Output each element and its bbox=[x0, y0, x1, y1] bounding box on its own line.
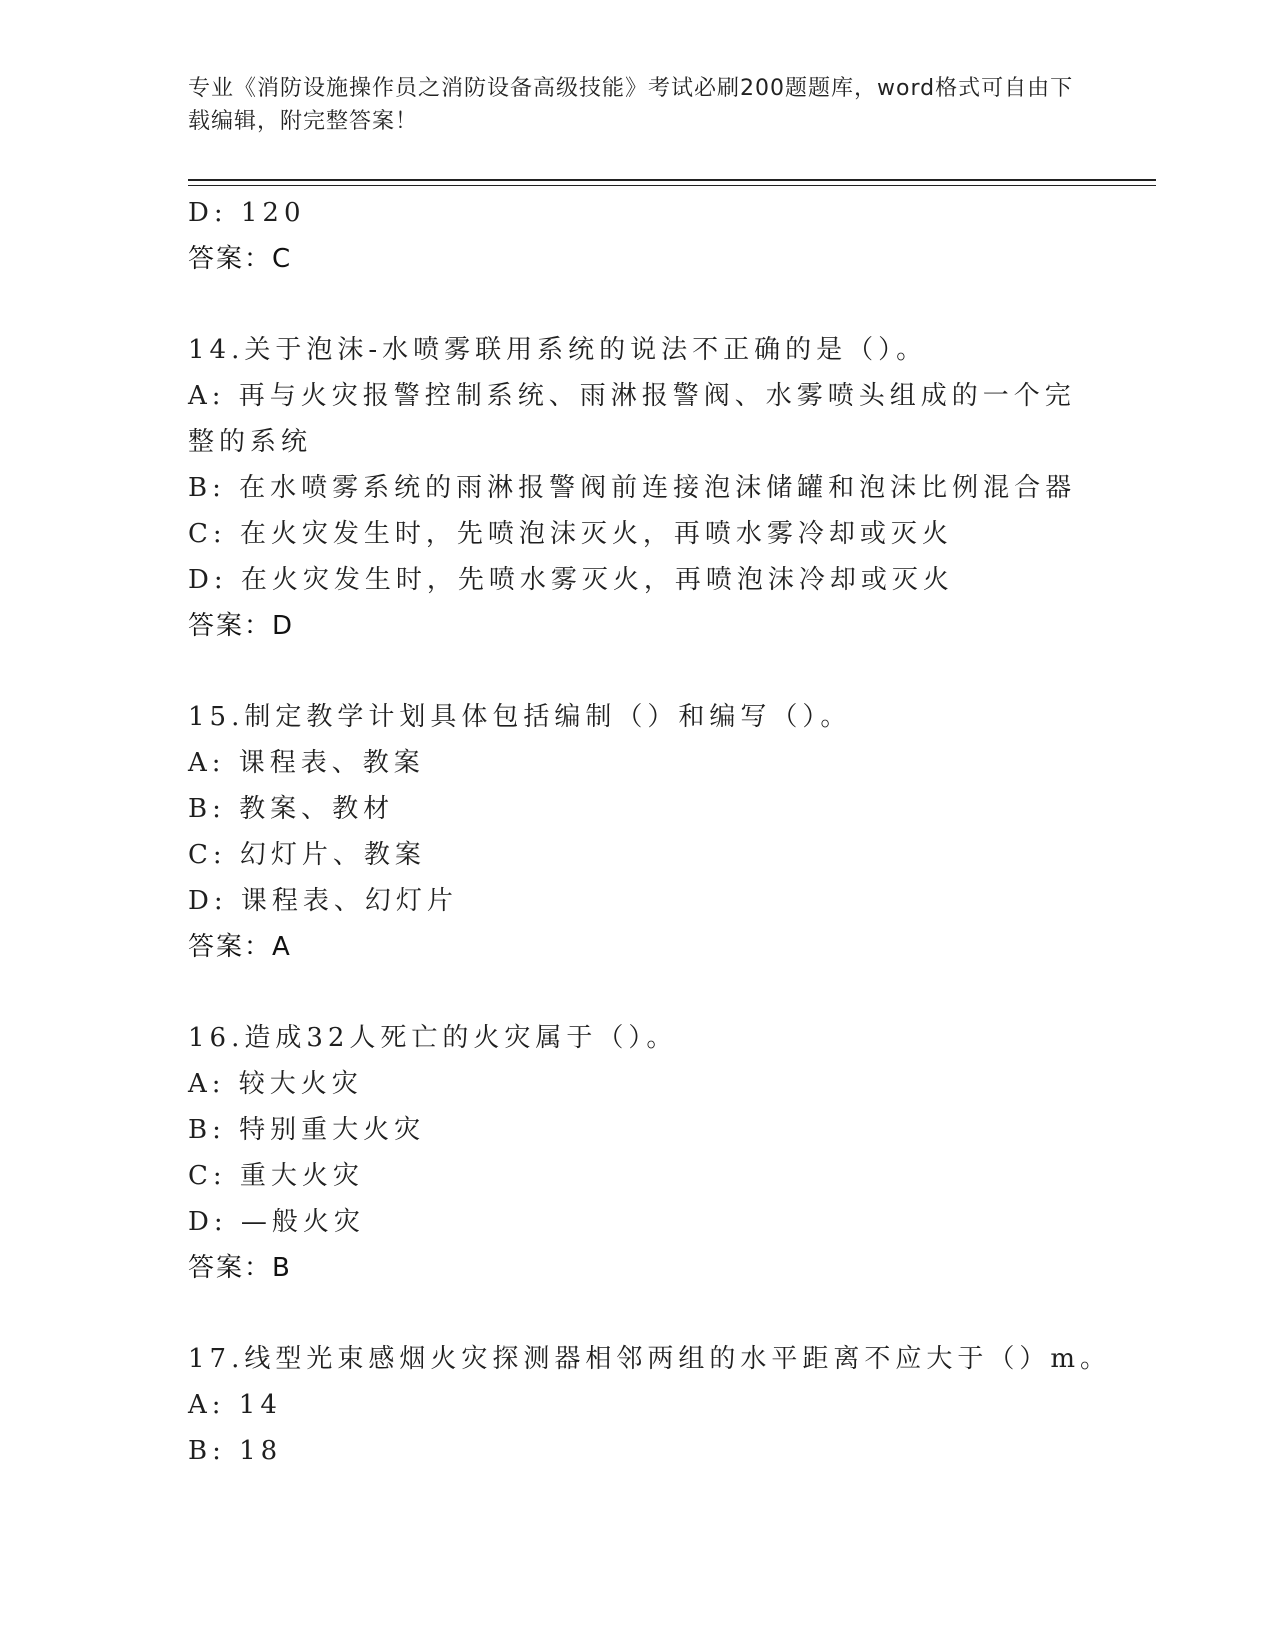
question-stem: 14.关于泡沫-水喷雾联用系统的说法不正确的是（）。 bbox=[188, 335, 928, 365]
option-c: C: 幻灯片、教案 bbox=[188, 840, 426, 870]
spacer bbox=[188, 1291, 1088, 1336]
question-stem: 15.制定教学计划具体包括编制（）和编写（）。 bbox=[188, 702, 852, 732]
option-a: A: 较大火灾 bbox=[188, 1069, 363, 1099]
question-16 bbox=[188, 1015, 1088, 1291]
answer-label: 答案：B bbox=[188, 1253, 292, 1283]
option-b: B: 特别重大火灾 bbox=[188, 1115, 426, 1145]
question-list bbox=[188, 190, 1112, 1474]
question-stem: 16.造成32人死亡的火灾属于（）。 bbox=[188, 1023, 678, 1053]
spacer bbox=[188, 970, 1088, 1015]
question-stem: 17.线型光束感烟火灾探测器相邻两组的水平距离不应大于（）m。 bbox=[188, 1344, 1112, 1374]
option-a: A: 14 bbox=[188, 1390, 282, 1420]
option-d: D: —般火灾 bbox=[188, 1207, 365, 1237]
question-17 bbox=[188, 1336, 1112, 1474]
answer-label: 答案：D bbox=[188, 611, 295, 641]
option-b: B: 18 bbox=[188, 1436, 283, 1466]
question-15 bbox=[188, 694, 1088, 970]
header-divider bbox=[188, 179, 1156, 186]
option-b: B: 在水喷雾系统的雨淋报警阀前连接泡沫储罐和泡沫比例混合器 bbox=[188, 473, 1077, 503]
page-header-title: 专业《消防设施操作员之消防设备高级技能》考试必刷200题题库，word格式可自由下载编辑，附完整答案！ bbox=[188, 76, 1074, 134]
option-d: D: 120 bbox=[188, 198, 306, 228]
option-a: A: 课程表、教案 bbox=[188, 748, 425, 778]
question-13-tail bbox=[188, 190, 1088, 282]
spacer bbox=[188, 282, 1088, 327]
answer-label: 答案：C bbox=[188, 244, 293, 274]
option-d: D: 课程表、幻灯片 bbox=[188, 886, 458, 916]
answer-label: 答案：A bbox=[188, 932, 292, 962]
option-c: C: 重大火灾 bbox=[188, 1161, 364, 1191]
option-b: B: 教案、教材 bbox=[188, 794, 395, 824]
option-a: A: 再与火灾报警控制系统、雨淋报警阀、水雾喷头组成的一个完整的系统 bbox=[188, 381, 1076, 457]
option-d: D: 在火灾发生时，先喷水雾灭火，再喷泡沫冷却或灭火 bbox=[188, 565, 954, 595]
option-c: C: 在火灾发生时，先喷泡沫灭火，再喷水雾冷却或灭火 bbox=[188, 519, 953, 549]
spacer bbox=[188, 649, 1088, 694]
question-14 bbox=[188, 327, 1088, 649]
